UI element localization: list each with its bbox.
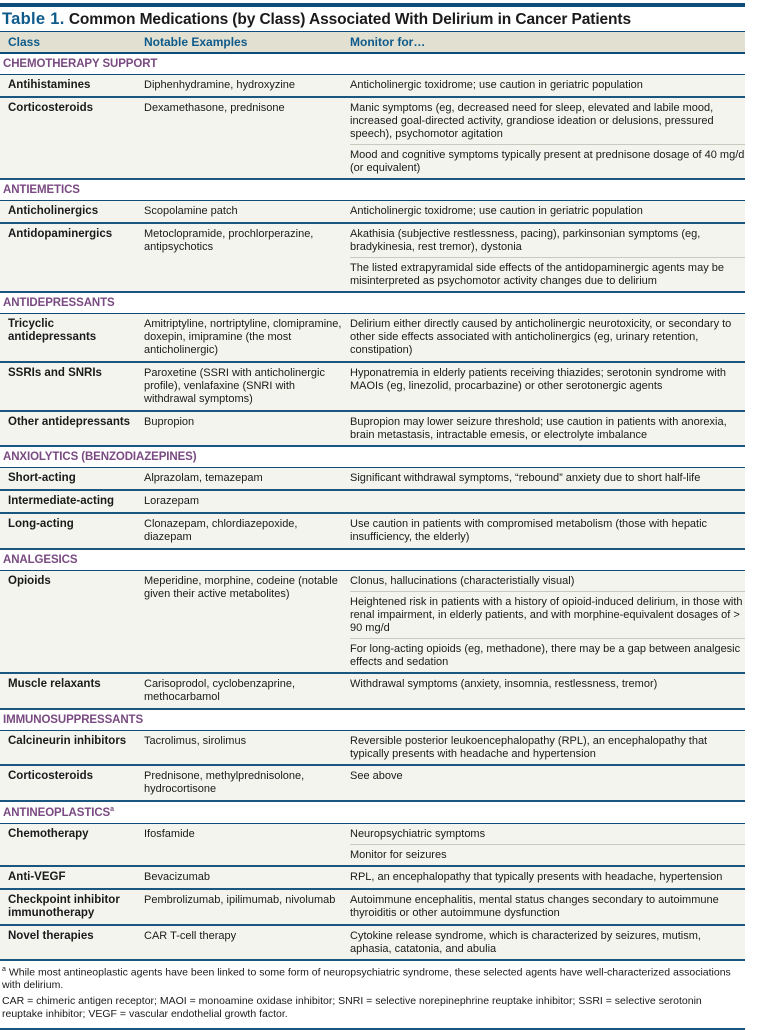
table-title-text: Common Medications (by Class) Associated With Delirium in Cancer Patients <box>68 11 632 28</box>
cell-class: Corticosteroids <box>8 102 93 114</box>
table-row <box>0 224 745 293</box>
table-row <box>0 926 745 961</box>
cell-monitor <box>344 926 745 959</box>
monitor-item: Manic symptoms (eg, decreased need for sleep, elevated and labile mood, increased goal-directed activity, grandiose ideation or delusions, pressured speech), psychomotor agitation <box>350 98 745 145</box>
section-title: CHEMOTHERAPY SUPPORT <box>3 58 158 70</box>
cell-class: Calcineurin inhibitors <box>8 735 127 747</box>
section-header <box>0 802 745 824</box>
section-title: ANTINEOPLASTICS <box>3 806 111 819</box>
monitor-item: RPL, an encephalopathy that typically presents with headache, hypertension <box>350 870 723 883</box>
table-header-row <box>0 31 745 54</box>
column-header-examples: Notable Examples <box>144 35 248 49</box>
cell-examples: Diphenhydramine, hydroxyzine <box>144 79 296 91</box>
monitor-item: Mood and cognitive symptoms typically present at prednisone dosage of 40 mg/d (or equivalent) <box>350 149 745 174</box>
monitor-item: Autoimmune encephalitis, mental status changes secondary to autoimmune thyroiditis or other autoimmune dysfunction <box>350 893 719 919</box>
section-footnote-marker: a <box>110 806 114 813</box>
cell-class: Intermediate-acting <box>8 495 115 507</box>
footnote-a <box>2 964 745 992</box>
cell-examples: Amitriptyline, nortriptyline, clomipramine, doxepin, imipramine (the most anticholinergic) <box>144 318 342 356</box>
cell-monitor <box>344 867 745 888</box>
cell-monitor <box>344 314 745 361</box>
section-title: ANXIOLYTICS (BENZODIAZEPINES) <box>3 451 197 463</box>
cell-examples: Metoclopramide, prochlorperazine, antipsychotics <box>144 228 314 253</box>
column-header-class: Class <box>8 35 41 49</box>
section-header <box>0 447 745 468</box>
column-header-monitor: Monitor for… <box>350 35 426 49</box>
table-row <box>0 571 745 674</box>
cell-class: Other antidepressants <box>8 416 131 428</box>
cell-class: Anticholinergics <box>8 205 99 217</box>
cell-examples: CAR T-cell therapy <box>144 929 237 942</box>
cell-examples: Dexamethasone, prednisone <box>144 102 285 114</box>
table-row <box>0 766 745 802</box>
section-header <box>0 180 745 201</box>
monitor-item: Anticholinergic toxidrome; use caution in geriatric population <box>350 79 643 91</box>
table-row <box>0 824 745 867</box>
cell-examples: Clonazepam, chlordiazepoxide, diazepam <box>144 518 298 543</box>
cell-class: Antidopaminergics <box>8 228 113 240</box>
cell-monitor <box>344 890 745 924</box>
table-row <box>0 514 745 550</box>
footnote-a-text: While most antineoplastic agents have been linked to some form of neuropsychiatric syndrome, these selected agents have well-characterized associations with delirium. <box>2 966 731 991</box>
cell-class: Muscle relaxants <box>8 678 101 690</box>
cell-monitor <box>344 491 745 512</box>
table-number: Table 1. <box>2 10 65 28</box>
table-row <box>0 98 745 180</box>
footnote-abbreviations: CAR = chimeric antigen receptor; MAOI = monoamine oxidase inhibitor; SNRI = selective norepinephrine reuptake inhibitor; SSRI = selective serotonin reuptake inhibitor; VEGF = vascular endothelial growth factor. <box>2 995 702 1020</box>
cell-class: SSRIs and SNRIs <box>8 367 102 379</box>
table-row <box>0 731 745 766</box>
monitor-item: Heightened risk in patients with a history of opioid-induced delirium, in those with renal impairment, in elderly patients, and with morphine-equivalent dosages of > 90 mg/d <box>350 592 745 639</box>
cell-class: Antihistamines <box>8 79 91 91</box>
monitor-item: Bupropion may lower seizure threshold; use caution in patients with anorexia, brain metastasis, intractable emesis, or electrolyte imbalance <box>350 416 727 441</box>
table-row <box>0 412 745 447</box>
cell-examples: Bupropion <box>144 416 195 428</box>
monitor-item <box>350 491 745 511</box>
monitor-item: Hyponatremia in elderly patients receiving thiazides; serotonin syndrome with MAOIs (eg, linezolid, procarbazine) or other serotonergic agents <box>350 367 727 392</box>
section-header <box>0 550 745 571</box>
section-title: ANTIDEPRESSANTS <box>3 297 115 309</box>
table-row <box>0 314 745 363</box>
cell-monitor <box>344 201 745 222</box>
section-header <box>0 293 745 314</box>
monitor-item: Neuropsychiatric symptoms <box>350 824 745 845</box>
cell-monitor <box>344 731 745 764</box>
cell-examples: Prednisone, methylprednisolone, hydrocortisone <box>144 770 305 795</box>
cell-examples: Tacrolimus, sirolimus <box>144 735 247 747</box>
cell-examples: Lorazepam <box>144 495 200 507</box>
cell-examples: Alprazolam, temazepam <box>144 472 263 484</box>
monitor-item: Delirium either directly caused by anticholinergic neurotoxicity, or secondary to other side effects associated with anticholinergics (eg, urinary retention, constipation) <box>350 318 732 356</box>
cell-class: Anti-VEGF <box>8 870 66 883</box>
cell-class: Opioids <box>8 575 51 587</box>
section-title: ANALGESICS <box>3 554 78 566</box>
monitor-item: Akathisia (subjective restlessness, pacing), parkinsonian symptoms (eg, bradykinesia, rest tremor), dystonia <box>350 224 745 258</box>
table-row <box>0 491 745 514</box>
table-title <box>0 7 745 31</box>
footnote-marker: a <box>2 965 6 973</box>
section-title: ANTIEMETICS <box>3 184 80 196</box>
monitor-item: For long-acting opioids (eg, methadone), there may be a gap between analgesic effects and sedation <box>350 643 741 668</box>
cell-class: Tricyclic antidepressants <box>8 318 97 343</box>
cell-monitor <box>344 412 745 445</box>
cell-monitor <box>344 766 745 800</box>
medication-table <box>0 3 745 1030</box>
cell-class: Chemotherapy <box>8 827 89 840</box>
table-row <box>0 468 745 491</box>
cell-examples: Pembrolizumab, ipilimumab, nivolumab <box>144 893 336 906</box>
cell-examples: Ifosfamide <box>144 827 195 840</box>
cell-monitor <box>344 75 745 96</box>
table-row <box>0 201 745 224</box>
cell-class: Novel therapies <box>8 929 94 942</box>
cell-monitor <box>344 224 745 291</box>
monitor-item: Use caution in patients with compromised metabolism (those with hepatic insufficiency, the elderly) <box>350 518 708 543</box>
table-row <box>0 363 745 412</box>
table-footnotes <box>0 961 745 1021</box>
cell-monitor <box>344 468 745 489</box>
cell-class: Corticosteroids <box>8 770 93 782</box>
table-row <box>0 674 745 710</box>
cell-examples: Bevacizumab <box>144 870 211 883</box>
monitor-item: Significant withdrawal symptoms, “rebound” anxiety due to short half-life <box>350 472 701 484</box>
monitor-item: Clonus, hallucinations (characteristially visual) <box>350 571 745 592</box>
cell-monitor <box>344 674 745 708</box>
monitor-item: Monitor for seizures <box>350 848 447 861</box>
table-row <box>0 867 745 890</box>
cell-examples: Meperidine, morphine, codeine (notable given their active metabolites) <box>144 575 338 600</box>
cell-monitor <box>344 98 745 178</box>
monitor-item: See above <box>350 770 403 782</box>
monitor-item: Withdrawal symptoms (anxiety, insomnia, restlessness, tremor) <box>350 678 658 690</box>
section-header <box>0 710 745 731</box>
cell-class: Checkpoint inhibitor immunotherapy <box>8 893 120 919</box>
table-row <box>0 75 745 98</box>
section-header <box>0 54 745 75</box>
cell-class: Short-acting <box>8 472 76 484</box>
monitor-item: Cytokine release syndrome, which is characterized by seizures, mutism, aphasia, catatonia, and abulia <box>350 929 701 955</box>
cell-class: Long-acting <box>8 518 74 530</box>
section-title: IMMUNOSUPPRESSANTS <box>3 714 144 726</box>
monitor-item: The listed extrapyramidal side effects of the antidopaminergic agents may be misinterpreted as psychomotor activity changes due to delirium <box>350 262 724 287</box>
table-body <box>0 54 745 961</box>
table-row <box>0 890 745 926</box>
monitor-item: Anticholinergic toxidrome; use caution in geriatric population <box>350 205 643 217</box>
cell-examples: Carisoprodol, cyclobenzaprine, methocarbamol <box>144 678 296 703</box>
cell-monitor <box>344 824 745 865</box>
cell-monitor <box>344 363 745 410</box>
monitor-item: Reversible posterior leukoencephalopathy (RPL), an encephalopathy that typically presents with headache and hypertension <box>350 735 708 760</box>
cell-monitor <box>344 514 745 548</box>
cell-examples: Paroxetine (SSRI with anticholinergic profile), venlafaxine (SNRI with withdrawal symptoms) <box>144 367 325 405</box>
cell-monitor <box>344 571 745 672</box>
cell-examples: Scopolamine patch <box>144 205 238 217</box>
